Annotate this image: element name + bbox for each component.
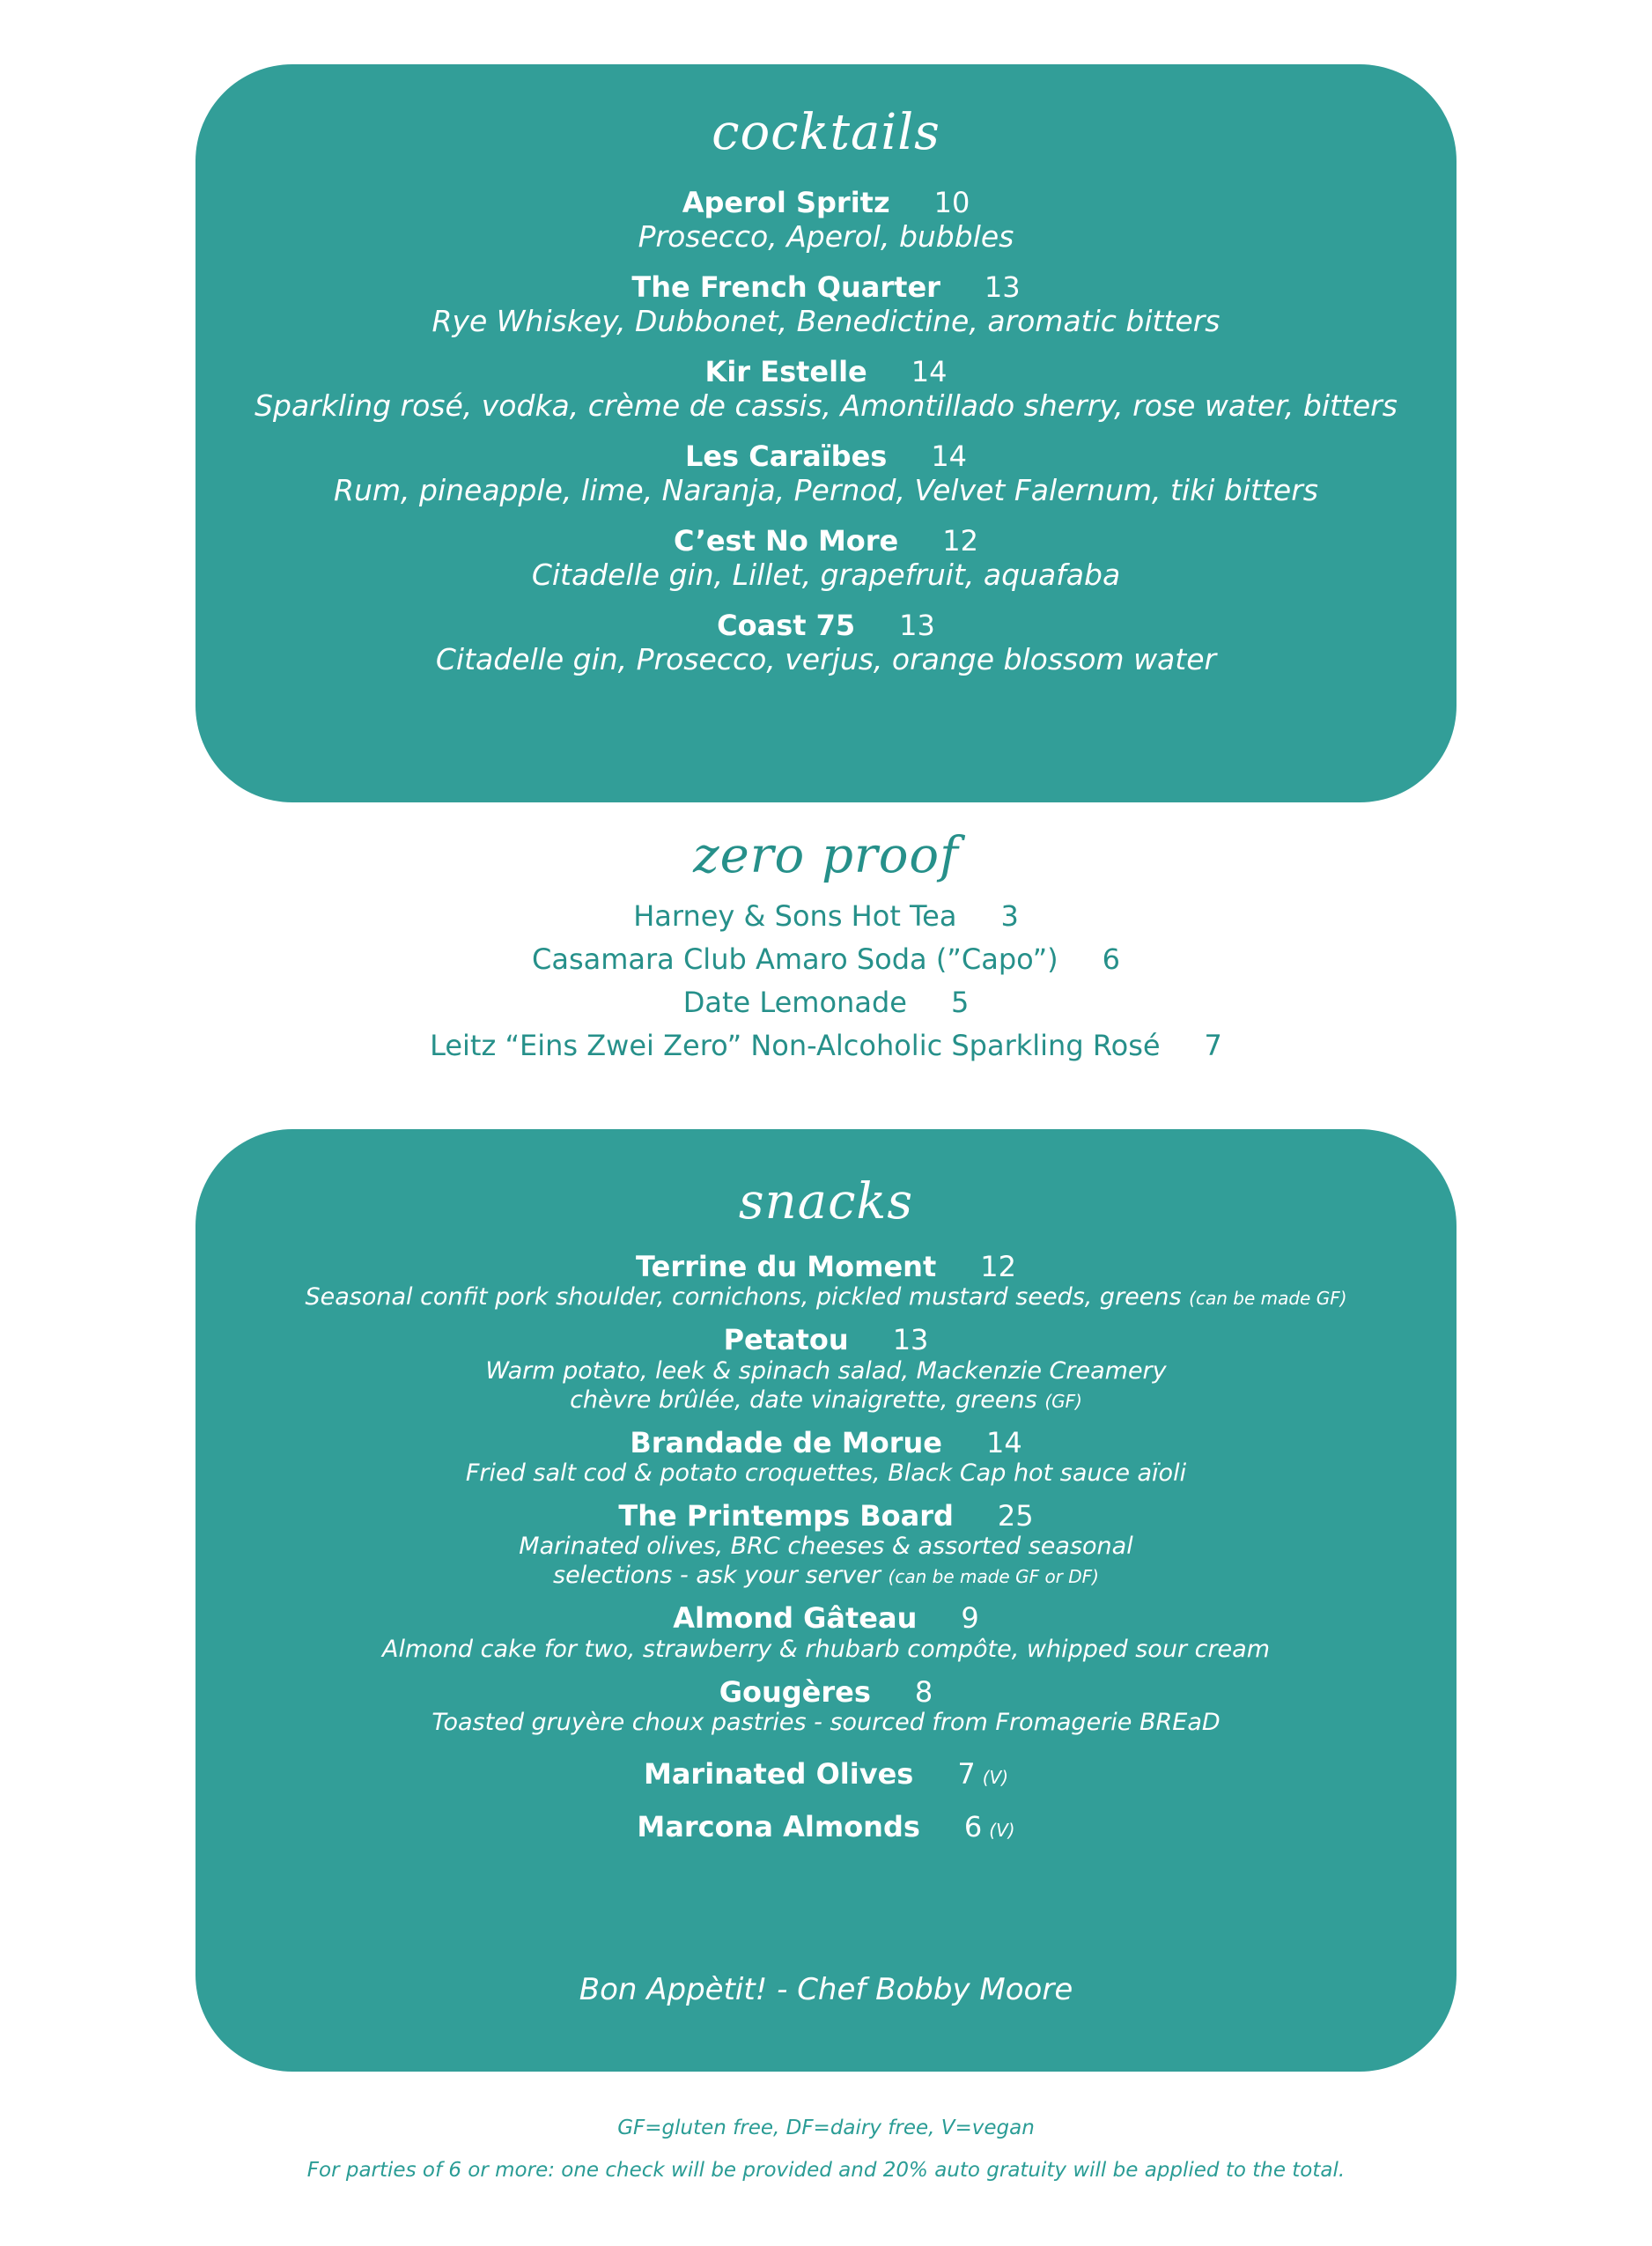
footer xyxy=(0,2107,1652,2191)
item-name: C’est No More xyxy=(674,523,899,558)
item-description: Seasonal confit pork shoulder, cornichons, pickled mustard seeds, greens xyxy=(305,1283,1182,1311)
menu-item xyxy=(195,1499,1457,1591)
zero-proof-section xyxy=(195,827,1457,1068)
list-item xyxy=(195,981,1457,1024)
item-price: 5 xyxy=(950,986,970,1019)
menu-item xyxy=(195,186,1457,255)
item-price: 25 xyxy=(997,1498,1034,1533)
item-name: Date Lemonade xyxy=(682,986,907,1019)
item-price: 8 xyxy=(914,1674,933,1709)
item-name: The Printemps Board xyxy=(618,1498,954,1533)
item-description: Prosecco, Aperol, bubbles xyxy=(638,219,1014,255)
list-item xyxy=(195,938,1457,981)
gratuity-notice: For parties of 6 or more: one check will be provided and 20% auto gratuity will be applied to the total. xyxy=(306,2159,1346,2182)
dietary-note: (GF) xyxy=(1044,1390,1082,1412)
menu-item xyxy=(195,1757,1457,1791)
item-name: Casamara Club Amaro Soda (”Capo”) xyxy=(532,942,1058,976)
item-price: 9 xyxy=(961,1601,979,1636)
list-item xyxy=(195,1024,1457,1068)
item-price: 6 xyxy=(1102,942,1120,976)
item-name: Leitz “Eins Zwei Zero” Non-Alcoholic Sparkling Rosé xyxy=(430,1029,1161,1062)
item-description: Toasted gruyère choux pastries - sourced from Fromagerie BREaD xyxy=(431,1708,1221,1736)
item-name: Aperol Spritz xyxy=(682,186,890,219)
menu-item xyxy=(195,355,1457,424)
item-price: 7 xyxy=(1204,1029,1222,1062)
dietary-note: (can be made GF or DF) xyxy=(888,1566,1099,1588)
item-name: The French Quarter xyxy=(631,270,940,304)
item-price: 13 xyxy=(984,270,1021,304)
menu-item xyxy=(195,270,1457,339)
item-price: 3 xyxy=(1000,899,1019,933)
menu-item xyxy=(195,609,1457,677)
list-item xyxy=(195,895,1457,938)
item-price: 12 xyxy=(942,523,978,558)
item-description: Citadelle gin, Prosecco, verjus, orange blossom water xyxy=(435,642,1217,677)
item-price: 12 xyxy=(980,1250,1016,1283)
item-price: 13 xyxy=(899,608,935,642)
cocktails-title: cocktails xyxy=(712,104,940,161)
item-name: Petatou xyxy=(723,1323,849,1357)
item-price: 14 xyxy=(911,354,948,388)
item-name: Kir Estelle xyxy=(704,354,867,388)
item-name: Brandade de Morue xyxy=(630,1425,942,1459)
item-price: 14 xyxy=(931,439,968,473)
cocktails-panel xyxy=(195,64,1457,802)
menu-item xyxy=(195,1250,1457,1312)
item-price: 14 xyxy=(985,1425,1022,1459)
item-description: Rum, pineapple, lime, Naranja, Pernod, Velvet Falernum, tiki bitters xyxy=(334,473,1318,508)
menu-item xyxy=(195,1675,1457,1738)
item-name: Terrine du Moment xyxy=(636,1250,937,1283)
snacks-panel xyxy=(195,1129,1457,2072)
zero-proof-title: zero proof xyxy=(693,827,959,884)
menu-item xyxy=(195,1601,1457,1664)
item-description: Sparkling rosé, vodka, crème de cassis, Amontillado sherry, rose water, bitters xyxy=(254,388,1398,424)
vegan-tag: (V) xyxy=(989,1820,1015,1842)
menu-item xyxy=(195,524,1457,593)
item-description: Marinated olives, BRC cheeses & assorted seasonal selections - ask your server xyxy=(519,1533,1133,1590)
item-name: Harney & Sons Hot Tea xyxy=(633,899,957,933)
item-description: Citadelle gin, Lillet, grapefruit, aquafaba xyxy=(531,558,1121,593)
item-description: Rye Whiskey, Dubbonet, Benedictine, aromatic bitters xyxy=(431,304,1221,339)
item-name: Almond Gâteau xyxy=(673,1601,918,1636)
item-description: Almond cake for two, strawberry & rhubarb compôte, whipped sour cream xyxy=(381,1635,1271,1663)
menu-item xyxy=(195,440,1457,508)
item-price: 13 xyxy=(892,1323,929,1357)
dietary-note: (can be made GF) xyxy=(1189,1288,1347,1310)
menu-item xyxy=(195,1426,1457,1489)
item-name: Marinated Olives xyxy=(643,1756,914,1791)
snacks-title: snacks xyxy=(738,1173,914,1230)
chef-signoff: Bon Appètit! - Chef Bobby Moore xyxy=(579,1972,1073,2007)
item-price: 7 xyxy=(957,1756,976,1791)
dietary-legend: GF=gluten free, DF=dairy free, V=vegan xyxy=(617,2117,1035,2139)
menu-item xyxy=(195,1323,1457,1415)
item-name: Gougères xyxy=(719,1674,871,1709)
item-price: 6 xyxy=(963,1810,983,1844)
item-description: Fried salt cod & potato croquettes, Black Cap hot sauce aïoli xyxy=(465,1459,1187,1487)
item-name: Marcona Almonds xyxy=(637,1810,920,1844)
item-name: Coast 75 xyxy=(717,608,856,642)
vegan-tag: (V) xyxy=(982,1766,1008,1788)
menu-item xyxy=(195,1810,1457,1843)
item-description: Warm potato, leek & spinach salad, Mackenzie Creamery chèvre brûlée, date vinaigrette, greens xyxy=(485,1356,1167,1414)
item-price: 10 xyxy=(933,186,970,219)
item-name: Les Caraïbes xyxy=(684,439,888,473)
